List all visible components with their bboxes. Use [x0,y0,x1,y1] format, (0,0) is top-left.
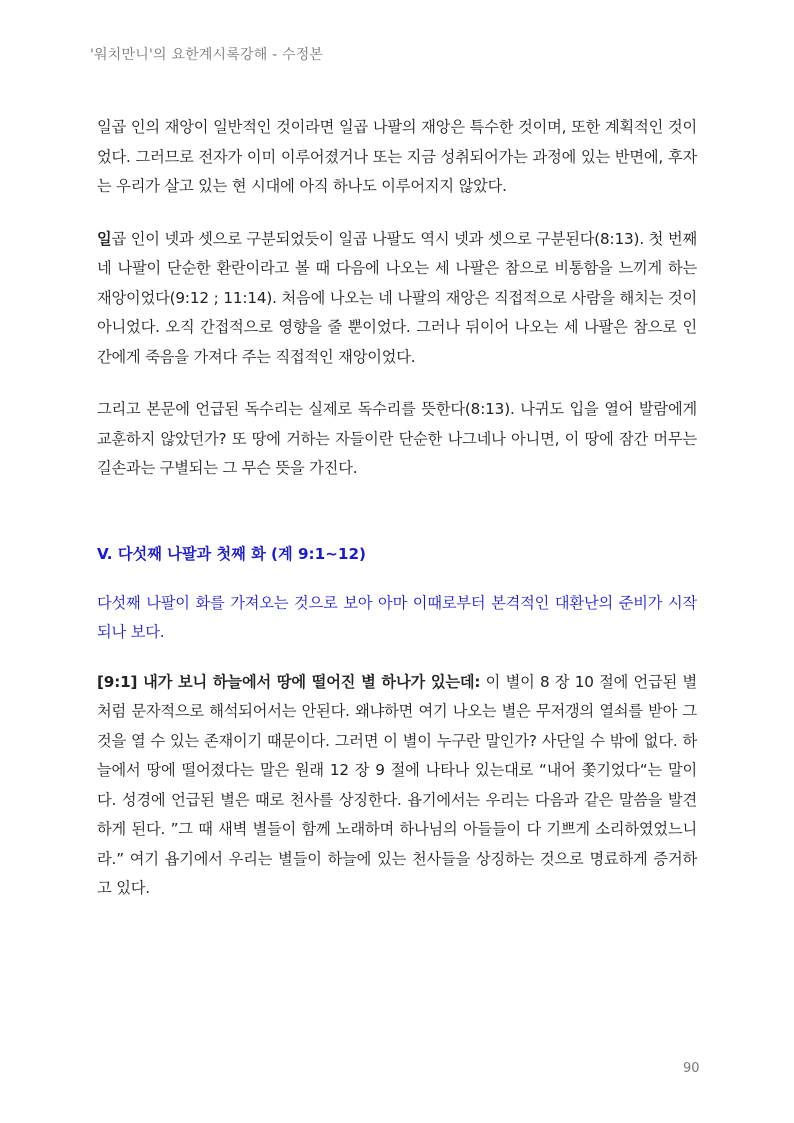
page-number: 90 [683,1061,700,1076]
paragraph-2-lead: 일 [97,229,112,248]
section-heading: V. 다섯째 나팔과 첫째 화 (계 9:1~12) [97,544,366,563]
running-header: '워치만니'의 요한계시록강해 - 수정본 [90,47,324,63]
verse-commentary-text: 이 별이 8 장 10 절에 언급된 별처럼 문자적으로 해석되어서는 안된다. 왜냐하면 여기 나오는 별은 무저갱의 열쇠를 받아 그것을 열 수 있는 존재이기 때문이다. 그러면 이 별이 누구란 말인가? 사단일 수 밖에 없다. 하늘에서 땅에 떨어졌다는 말은 원래 12 장 9 절에 나타나 있는대로 “내어 쫓기었다“는 말이다. 성경에 언급된 별은 때로 천사를 상징한다. 욥기에서는 우리는 다음과 같은 말씀을 발견하게 된다. ”그 때 새벽 별들이 함께 노래하며 하나님의 아들들이 다 기쁘게 소리하였었느니라.” 여기 욥기에서 우리는 별들이 하늘에 있는 천사들을 상징하는 것으로 명료하게 증거하고 있다. [97,672,697,897]
section-intro: 다섯째 나팔이 화를 가져오는 것으로 보아 아마 이때로부터 본격적인 대환난의 준비가 시작되나 보다. [97,593,697,641]
paragraph-1: 일곱 인의 재앙이 일반적인 것이라면 일곱 나팔의 재앙은 특수한 것이며, 또한 계획적인 것이었다. 그러므로 전자가 이미 이루어졌거나 또는 지금 성취되어가는 과정에 있는 반면에, 후자는 우리가 살고 있는 현 시대에 아직 하나도 이루어지지 않았다. [97,118,697,195]
verse-commentary [97,668,697,904]
verse-reference: [9:1] 내가 보니 하늘에서 땅에 떨어진 별 하나가 있는데: [97,672,481,691]
paragraph-2 [97,225,697,373]
paragraph-3: 그리고 본문에 언급된 독수리는 실제로 독수리를 뜻한다(8:13). 나귀도 입을 열어 발람에게 교훈하지 않았던가? 또 땅에 거하는 자들이란 단순한 나그네나 아니면, 이 땅에 잠간 머무는 길손과는 구별되는 그 무슨 뜻을 가진다. [97,400,697,477]
paragraph-2-text: 곱 인이 넷과 셋으로 구분되었듯이 일곱 나팔도 역시 넷과 셋으로 구분된다(8:13). 첫 번째 네 나팔이 단순한 환란이라고 볼 때 다음에 나오는 세 나팔은 참으로 비통함을 느끼게 하는 재앙이었다(9:12 ; 11:14). 처음에 나오는 네 나팔의 재앙은 직접적으로 사람을 해치는 것이 아니었다. 오직 간접적으로 영향을 줄 뿐이었다. 그러나 뒤이어 나오는 세 나팔은 참으로 인간에게 죽음을 가져다 주는 직접적인 재앙이었다. [97,229,697,366]
page-body [97,113,697,904]
